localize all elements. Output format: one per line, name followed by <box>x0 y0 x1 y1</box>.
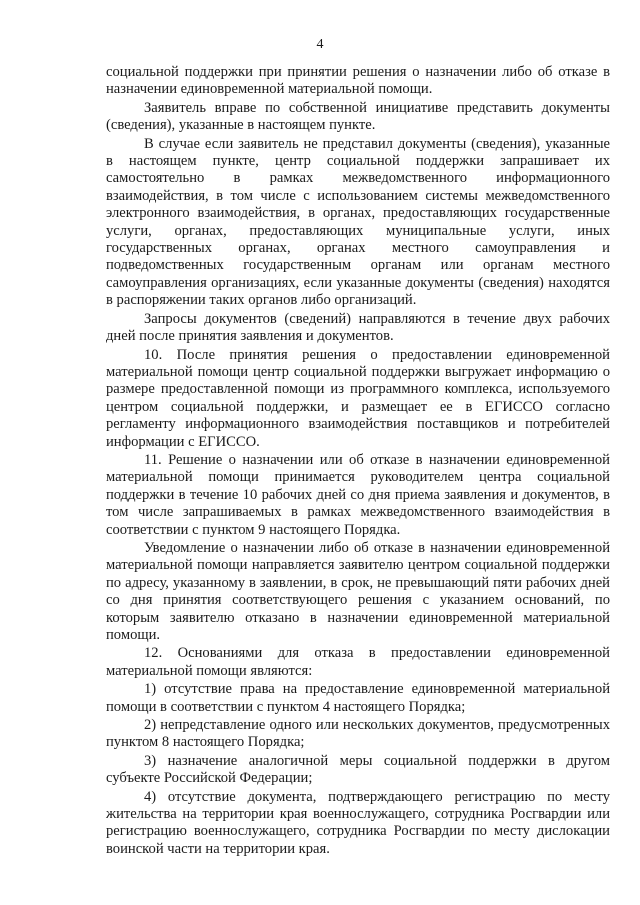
paragraph-request-deadline: Запросы документов (сведений) направляются в течение двух рабочих дней после принятия заявления и документов. <box>106 310 610 345</box>
page-number: 4 <box>316 37 324 52</box>
list-item-1: 1) отсутствие права на предоставление единовременной материальной помощи в соответствии с пунктом 4 настоящего Порядка; <box>106 681 610 715</box>
list-item-2: 2) непредставление одного или нескольких документов, предусмотренных пунктом 8 настоящего Порядка; <box>106 717 610 751</box>
paragraph-clause-11: 11. Решение о назначении или об отказе в назначении единовременной материальной помощи принимается руководителем центра социальной поддержки в течение 10 рабочих дней со дня приема заявления и документов, в том числе запрашиваемых в рамках межведомственного взаимодействия в соответствии с пунктом 9 настоящего Порядка. <box>106 451 610 538</box>
paragraph-clause-10: 10. После принятия решения о предоставлении единовременной материальной помощи центр социальной поддержки выгружает информацию о размере предоставленной помощи из программного комплекса, используемого центром социальной поддержки, и размещает ее в ЕГИССО согласно регламенту информационного взаимодействия поставщиков и потребителей информации с ЕГИССО. <box>106 346 610 450</box>
list-item-3: 3) назначение аналогичной меры социальной поддержки в другом субъекте Российской Федерации; <box>106 752 610 787</box>
paragraph-notification: Уведомление о назначении либо об отказе в назначении единовременной материальной помощи направляется заявителю центром социальной поддержки по адресу, указанному в заявлении, в срок, не превышающий пяти рабочих дней со дня принятия соответствующего решения с указанием оснований, по которым заявителю отказано в назначении единовременной материальной помощи. <box>106 539 610 643</box>
list-item-4: 4) отсутствие документа, подтверждающего регистрацию по месту жительства на территории края военнослужащего, сотрудника Росгвардии или регистрацию военнослужащего, сотрудника Росгвардии по месту дислокации воинской части на территории края. <box>106 788 610 857</box>
paragraph-continuation: социальной поддержки при принятии решения о назначении либо об отказе в назначении единовременной материальной помощи. <box>106 64 610 98</box>
paragraph-clause-12: 12. Основаниями для отказа в предоставлении единовременной материальной помощи являются: <box>106 645 610 679</box>
paragraph-applicant-right: Заявитель вправе по собственной инициативе представить документы (сведения), указанные в настоящем пункте. <box>106 99 610 134</box>
page-body <box>106 64 610 858</box>
paragraph-interagency-request: В случае если заявитель не представил документы (сведения), указанные в настоящем пункте, центр социальной поддержки запрашивает их самостоятельно в рамках межведомственного информационного взаимодействия, в том числе с использованием системы межведомственного электронного взаимодействия, в органах, предоставляющих государственные услуги, органах, предоставляющих муниципальные услуги, иных государственных органах, органах местного самоуправления и подведомственных государственным органам или органам местного самоуправления организациях, если указанные документы (сведения) находятся в распоряжении таких органов либо организаций. <box>106 135 610 309</box>
